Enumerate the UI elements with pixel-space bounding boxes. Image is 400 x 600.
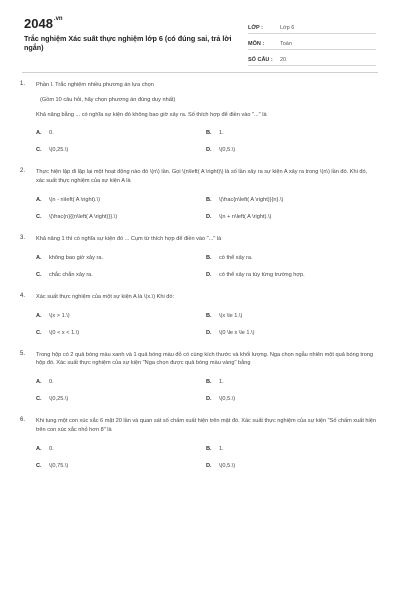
option-text: chắc chắn xảy ra. bbox=[49, 271, 93, 278]
question-number: 2. bbox=[20, 168, 26, 175]
question bbox=[20, 293, 376, 337]
page-header bbox=[0, 0, 400, 64]
option-text: 1. bbox=[219, 130, 224, 137]
option-text: \(x \le 1.\) bbox=[219, 312, 243, 319]
answer-options bbox=[36, 130, 376, 154]
option-text: \(x > 1.\) bbox=[49, 312, 70, 319]
question-text: Phần I. Trắc nghiệm nhiều phương án lựa chọn bbox=[36, 82, 154, 88]
document-title: Trắc nghiệm Xác suất thực nghiệm lớp 6 (có đúng sai, trả lời ngắn) bbox=[24, 34, 232, 52]
question-text: Trong hộp có 2 quả bóng màu xanh và 1 quả bóng màu đỏ có cùng kích thước và khối lượng. Nga chọn ngẫu nhiên một quả bóng trong hộp đó. Xác suất thực nghiệm của sự kiện "Nga chọn được quả bóng màu vàng" bằng bbox=[36, 351, 374, 367]
question-number: 6. bbox=[20, 417, 26, 424]
option-text: \(0,5.\) bbox=[219, 462, 236, 469]
option-text: 1. bbox=[219, 445, 224, 452]
meta-label: MÔN : bbox=[248, 41, 265, 47]
option-letter: A. bbox=[36, 254, 42, 261]
question bbox=[20, 417, 376, 470]
answer-option-b[interactable] bbox=[206, 255, 376, 262]
answer-option-c[interactable] bbox=[36, 272, 206, 279]
answer-options bbox=[36, 446, 376, 470]
option-text: \(0,5.\) bbox=[219, 396, 236, 403]
option-letter: A. bbox=[36, 379, 42, 386]
question-list bbox=[0, 73, 400, 470]
answer-options bbox=[36, 313, 376, 337]
answer-options bbox=[36, 379, 376, 403]
option-text: \(\frac{n}{{n\left( A \right)}}.\) bbox=[49, 213, 118, 220]
answer-option-a[interactable] bbox=[36, 313, 206, 320]
answer-option-b[interactable] bbox=[206, 197, 376, 204]
question bbox=[20, 235, 376, 279]
option-letter: B. bbox=[206, 445, 212, 452]
option-text: \(0,25.\) bbox=[49, 147, 69, 154]
question-text: Thực hiện lặp đi lặp lại một hoạt động nào đó \(n\) lần. Gọi \(n\left( A \right)\) là số lần xảy ra sự kiện A xảy ra trong \(n\) lần đó. Khi đó, xác suất thực nghiệm của sự kiện A là bbox=[36, 169, 368, 185]
meta-label: LỚP : bbox=[248, 25, 263, 31]
answer-option-c[interactable] bbox=[36, 147, 206, 154]
meta-row-count bbox=[248, 50, 376, 66]
question-stem: Khả năng bằng ... có nghĩa sự kiện đó không bao giờ xảy ra. Số thích hợp để điền vào "..." là bbox=[36, 111, 267, 118]
answer-option-d[interactable] bbox=[206, 214, 376, 221]
option-text: không bao giờ xảy ra. bbox=[49, 254, 104, 261]
question-body bbox=[36, 235, 376, 279]
question-body bbox=[36, 417, 376, 470]
option-letter: C. bbox=[36, 329, 42, 336]
option-text: \(0 \le x \le 1.\) bbox=[219, 329, 255, 336]
question-number: 5. bbox=[20, 350, 26, 357]
meta-label: SỐ CÂU : bbox=[248, 57, 273, 63]
question-body bbox=[36, 168, 376, 221]
option-letter: D. bbox=[206, 147, 212, 154]
answer-option-a[interactable] bbox=[36, 197, 206, 204]
answer-option-a[interactable] bbox=[36, 130, 206, 137]
answer-options bbox=[36, 255, 376, 279]
option-text: \(0,75.\) bbox=[49, 462, 69, 469]
question bbox=[20, 351, 376, 404]
answer-option-d[interactable] bbox=[206, 396, 376, 403]
option-letter: B. bbox=[206, 130, 212, 137]
option-text: 0. bbox=[49, 379, 54, 386]
option-text: \(0,5.\) bbox=[219, 147, 236, 154]
question-text: Xác suất thực nghiệm của một sự kiện A là \(x.\) Khi đó: bbox=[36, 293, 175, 300]
option-text: \(0 < x < 1.\) bbox=[49, 329, 80, 336]
answer-option-a[interactable] bbox=[36, 446, 206, 453]
answer-option-c[interactable] bbox=[36, 214, 206, 221]
option-letter: B. bbox=[206, 312, 212, 319]
answer-option-a[interactable] bbox=[36, 255, 206, 262]
option-letter: B. bbox=[206, 196, 212, 203]
option-text: \(\frac{n\left( A \right)}{n}.\) bbox=[219, 196, 284, 203]
answer-option-b[interactable] bbox=[206, 379, 376, 386]
question-text: Khả năng 1 thì có nghĩa sự kiện đó ... Cụm từ thích hợp để điền vào "..." là bbox=[36, 235, 222, 242]
answer-option-b[interactable] bbox=[206, 313, 376, 320]
option-text: \(n + n\left( A \right).\) bbox=[219, 213, 272, 220]
meta-value: Toán bbox=[280, 41, 292, 47]
option-text: 1. bbox=[219, 379, 224, 386]
option-letter: A. bbox=[36, 312, 42, 319]
option-letter: C. bbox=[36, 396, 42, 403]
option-letter: A. bbox=[36, 196, 42, 203]
option-letter: C. bbox=[36, 462, 42, 469]
option-letter: C. bbox=[36, 147, 42, 154]
site-logo[interactable] bbox=[24, 16, 238, 31]
question bbox=[20, 168, 376, 221]
option-letter: B. bbox=[206, 254, 212, 261]
option-letter: A. bbox=[36, 445, 42, 452]
question-number: 1. bbox=[20, 81, 26, 87]
answer-option-d[interactable] bbox=[206, 272, 376, 279]
option-letter: D. bbox=[206, 271, 212, 278]
answer-option-c[interactable] bbox=[36, 330, 206, 337]
meta-row-subject bbox=[248, 34, 376, 50]
answer-option-c[interactable] bbox=[36, 463, 206, 470]
option-letter: D. bbox=[206, 396, 212, 403]
question-body bbox=[36, 351, 376, 404]
answer-option-c[interactable] bbox=[36, 396, 206, 403]
option-text: 0. bbox=[49, 130, 54, 137]
meta-value: Lớp 6 bbox=[280, 25, 295, 31]
option-letter: A. bbox=[36, 130, 42, 137]
header-left bbox=[24, 16, 248, 64]
question-number: 4. bbox=[20, 292, 26, 299]
question bbox=[20, 81, 376, 154]
option-text: \(0,25.\) bbox=[49, 396, 69, 403]
option-letter: D. bbox=[206, 329, 212, 336]
option-text: có thể xảy ra. bbox=[219, 254, 253, 261]
logo-number: 2048 bbox=[24, 16, 53, 31]
question-body bbox=[36, 293, 376, 337]
logo-domain: .vn bbox=[53, 16, 63, 22]
option-text: \(n - n\left( A \right).\) bbox=[49, 196, 100, 203]
option-letter: C. bbox=[36, 271, 42, 278]
answer-option-d[interactable] bbox=[206, 330, 376, 337]
answer-option-d[interactable] bbox=[206, 463, 376, 470]
answer-option-b[interactable] bbox=[206, 446, 376, 453]
document-meta bbox=[248, 16, 376, 64]
option-text: 0. bbox=[49, 445, 54, 452]
answer-option-a[interactable] bbox=[36, 379, 206, 386]
answer-option-d[interactable] bbox=[206, 147, 376, 154]
question-instruction: (Gồm 10 câu hỏi, hãy chọn phương án đúng duy nhất) bbox=[40, 96, 176, 103]
answer-option-b[interactable] bbox=[206, 130, 376, 137]
option-letter: B. bbox=[206, 379, 212, 386]
question-number: 3. bbox=[20, 234, 26, 241]
meta-row-class bbox=[248, 18, 376, 34]
meta-value: 20 bbox=[280, 57, 287, 63]
question-body bbox=[36, 81, 376, 154]
option-letter: D. bbox=[206, 213, 212, 220]
option-letter: D. bbox=[206, 462, 212, 469]
option-text: có thể xảy ra tùy từng trường hợp. bbox=[219, 271, 305, 278]
answer-options bbox=[36, 197, 376, 221]
question-text: Khi tung một con xúc xắc 6 mặt 20 lần và quan sát số chấm xuất hiện trên mặt đó. Xác suất thực nghiệm của sự kiện "Số chấm xuất hiện trên con xúc xắc nhỏ hơn 8" là bbox=[36, 418, 377, 433]
option-letter: C. bbox=[36, 213, 42, 220]
